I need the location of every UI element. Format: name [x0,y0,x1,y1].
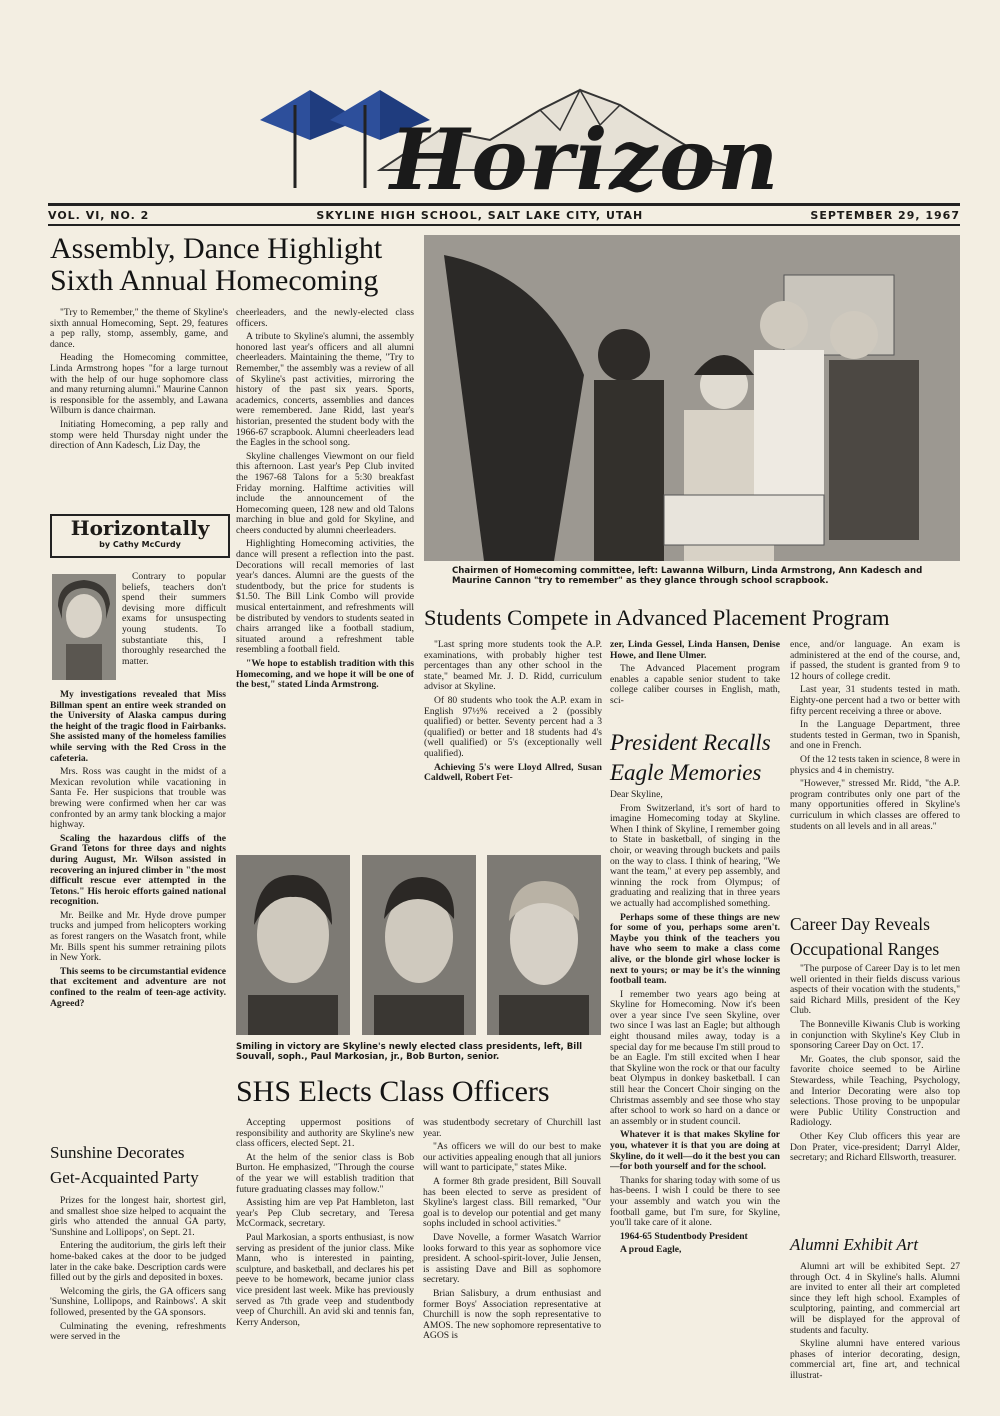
officers-column-2 [423,1118,601,1408]
issue-date: SEPTEMBER 29, 1967 [810,208,960,222]
paragraph: Heading the Homecoming committee, Linda Armstrong hopes "for a large turnout with the help of our huge sophomore class and many returning alumni." Maurine Cannon is responsible for the assembly, and Lawana Wilburn is dance chairman. [50,352,228,417]
paragraph: ence, and/or language. An exam is administered at the end of the course, and, if passed, the student is granted from 9 to 12 hours of college credit. [790,640,960,682]
eagle-headline-line1: President Recalls [610,730,771,755]
paragraph: "Last spring more students took the A.P. examinations, with probably higher test percentages than any other school in the state," beamed Mr. J. D. Ridd, curriculum advisor at Skyline. [424,640,602,693]
horizontally-byline: by Cathy McCurdy [99,540,181,549]
paragraph: Last year, 31 students tested in math. Eighty-one percent had a two or better with fifty percent receiving a three or above. [790,684,960,717]
career-headline-line2: Occupational Ranges [790,939,940,959]
paragraph: Entering the auditorium, the girls left their home-baked cakes at the door to be judged later in the cake bake. Description cards were filled out by the girls and deposited in boxes. [50,1240,226,1284]
homecoming-column-1 [50,308,228,504]
president-photo-burton [487,855,601,1035]
masthead [240,70,781,209]
officers-column-1 [236,1118,414,1408]
paragraph: "The purpose of Career Day is to let men well oriented in their fields discuss various aspects of their vocation with the students," said Richard Mills, president of the Key Club. [790,964,960,1017]
horizontally-title-box [50,514,230,558]
paragraph: Thanks for sharing today with some of us has-beens. I wish I could be there to see your assembly and watch you win the football game, but I'm sure, for Skyline, you'll take care of it alone. [610,1174,780,1229]
paragraph: The Bonneville Kiwanis Club is working in conjunction with Skyline's Key Club in sponsoring Career Day on Oct. 17. [790,1018,960,1052]
paragraph: "However," stressed Mr. Ridd, "the A.P. program contributes only one part of the many opportunities offered in Skyline's curriculum in which classes are offered to students on all levels and in all areas." [790,778,960,832]
sunshine-headline-line1: Sunshine Decorates [50,1143,185,1162]
portrait-silhouette-icon [52,574,116,680]
career-headline [790,912,962,962]
horizontally-intro [122,572,226,684]
paragraph: Highlighting Homecoming activities, the dance will present a reflection into the past. Decorations will recall memories of last year's dances. Alumni are the guests of the studentbody, but the price for students is $1.50. The Bill Link Combo will provide musical entertainment, and refreshments will be distributed by vendors to students seated in chairs arranged like a football stadium, situated around a refreshment table resembling a football field. [236,538,414,656]
paragraph: From Switzerland, it's sort of hard to imagine Homecoming today at Skyline. When I think of Skyline, I remember going to State in basketball, of singing in the choir, or weaving through buckets and pails on the way to class. I think of hearing, "We want the team," at every pep assembly, and winning the rock from Olympus; of graduating and realizing that in three years we actually had accomplished something. [610,802,780,909]
eagle-headline-line2: Eagle Memories [610,760,762,785]
alumni-headline: Alumni Exhibit Art [790,1235,919,1254]
paragraph: A former 8th grade president, Bill Souvall has been elected to serve as president of Skyline's largest class. Bill remarked, "Our goal is to develop our potential and get many sophs included in school activities." [423,1175,601,1230]
paragraph: zer, Linda Gessel, Linda Hansen, Denise Howe, and Ilene Ulmer. [610,640,780,661]
paragraph: Mrs. Ross was caught in the midst of a Mexican revolution while vacationing in Santa Fe. Her suspicions that trouble was brewing were confirmed when her car was confronted by an army tank blocking a major highway. [50,766,226,831]
paragraph: In the Language Department, three students tested in German, two in Spanish, and one in French. [790,719,960,752]
portrait-silhouette-icon [487,855,601,1035]
paragraph: Culminating the evening, refreshments were served in the [50,1320,226,1343]
paragraph: A tribute to Skyline's alumni, the assembly honored last year's officers and all alumni cheerleaders. Maintaining the theme, "Try to Remember," the assembly was a review of all of Skyline's past activities, mirroring the history of the past six years. Sports, academics, concerts, assemblies and dances were remembered. Jane Ridd, last year's historian, presented the student body with the 1966-67 scrapbook. Alumni cheerleaders lead the Eagles in the school song. [236,331,414,449]
presidents-caption: Smiling in victory are Skyline's newly elected class presidents, left, Bill Souvall, soph., Paul Markosian, jr., Bob Burton, senior. [236,1042,583,1062]
paragraph: Skyline alumni have entered various phases of interior decorating, design, commercial art, fine art, and technical illustrat- [790,1338,960,1381]
sunshine-headline [50,1140,230,1190]
paragraph: was studentbody secretary of Churchill last year. [423,1118,601,1139]
paragraph: At the helm of the senior class is Bob Burton. He emphasized, "Through the course of the year we will establish tradition that future graduating classes may follow." [236,1151,414,1195]
sunshine-headline-line2: Get-Acquainted Party [50,1168,199,1187]
career-body [790,964,960,1226]
school-location: SKYLINE HIGH SCHOOL, SALT LAKE CITY, UTAH [316,208,644,222]
ap-headline: Students Compete in Advanced Placement Program [424,605,890,630]
alumni-body [790,1262,960,1408]
columnist-portrait [52,574,116,680]
paragraph: The Advanced Placement program enables a capable senior student to take college caliber courses in English, math, sci- [610,663,780,706]
paragraph: This seems to be circumstantial evidence that excitement and adventure are not confined to the realm of teen-age activity. Agreed? [50,965,226,1009]
homecoming-headline-line2: Sixth Annual Homecoming [50,263,379,297]
ap-column-2 [610,640,780,720]
paragraph: Of 80 students who took the A.P. exam in English 97½% received a 2 (possibly qualified) or better. Seventy percent had a 3 (qualified) or better and 18 students had 4's (well qualified) or 5's (exceptionally well qualified). [424,694,602,759]
masthead-title: Horizon [390,110,781,209]
ap-column-1 [424,640,602,820]
homecoming-headline [50,233,415,296]
portrait-silhouette-icon [362,855,476,1035]
volume-number: VOL. VI, NO. 2 [48,208,150,222]
eagle-headline [610,728,780,788]
president-photo-souvall [236,855,350,1035]
paragraph: Assisting him are vep Pat Hambleton, last year's Pep Club secretary, and Teresa McCormack, secretary. [236,1197,414,1230]
president-photo-markosian [362,855,476,1035]
paragraph: Welcoming the girls, the GA officers sang 'Sunshine, Lollipops, and Rainbows'. A skit followed, presented by the GA sponsors. [50,1285,226,1318]
paragraph: I remember two years ago being at Skyline for Homecoming. Now it's been over a year since I've seen Skyline, over two since I was last an Eagle; but although eight thousand miles away, today is a special day for me because I'm still proud to be an Eagle. I'm still excited when I hear that Skyline won the rock or that our faculty beat Olympus in donkey basketball. I can still hear the Concert Choir singing on the Christmas assembly and see those who stay after school to work so hard on a dance or an assembly or in student council. [610,988,780,1127]
homecoming-headline-line1: Assembly, Dance Highlight [50,232,383,265]
paragraph: Dear Skyline, [610,790,663,800]
paragraph: My investigations revealed that Miss Billman spent an entire week stranded on the University of Alaska campus during the height of the tragic flood in Fairbanks. She assisted many of the homeless families while serving with the Red Cross in the cafeteria. [50,690,226,764]
paragraph: Brian Salisbury, a drum enthusiast and former Boys' Association representative at Churchill is now the soph representative to AMOS. The new sophomore representative to AGOS is [423,1287,601,1342]
paragraph: Of the 12 tests taken in science, 8 were in physics and 4 in chemistry. [790,753,960,776]
homecoming-photo-caption: Chairmen of Homecoming committee, left: Lawanna Wilburn, Linda Armstrong, Ann Kadesch and Maurine Cannon "try to remember" as they glance through school scrapbook. [452,566,923,586]
horizontally-body [50,690,226,1110]
paragraph: Contrary to popular beliefs, teachers don't spend their summers devising more difficult exams for unsuspecting young students. To substantiate this, I thoroughly researched the matter. [122,572,226,667]
ap-column-3 [790,640,960,890]
paragraph: Other Key Club officers this year are Don Prater, vice-president; Darryl Alder, secretary; and Richard Ellsworth, treasurer. [790,1130,960,1164]
paragraph: Whatever it is that makes Skyline for you, whatever it is that you are doing at Skyline, do it well—do it the best you can—for both yourself and for the school. [610,1129,780,1173]
dateline-bar [48,203,960,226]
paragraph: cheerleaders, and the newly-elected class officers. [236,308,414,329]
paragraph: 1964-65 Studentbody President [620,1230,748,1242]
paragraph: A proud Eagle, [620,1244,682,1256]
eagle-letter [610,790,780,1402]
paragraph: Achieving 5's were Lloyd Allred, Susan Caldwell, Robert Fet- [424,761,602,784]
paragraph: Alumni art will be exhibited Sept. 27 through Oct. 4 in Skyline's halls. Alumni are invited to enter all their art completed since they left high school. Examples of sculptoring, painting, and commercial art will be displayed for the approval of students and faculty. [790,1262,960,1336]
paragraph: Paul Markosian, a sports enthusiast, is now serving as president of the junior class. Mike Mann, who is interested in painting, sculpture, and basketball, and declares his pet peeve to be homework, became junior class vice president last week. Mike has previously served as 7th grade veep and studentbody veep of Churchill. An avid ski and tennis fan, Kerry Anderson, [236,1231,414,1328]
homecoming-committee-photo [424,235,960,561]
paragraph: Perhaps some of these things are new for some of you, perhaps some aren't. Maybe you think of the teachers you have who seem to make a class come alive, or the blonde girl whose locker is next to yours; or may be it's the winning football team. [610,911,780,987]
paragraph: Scaling the hazardous cliffs of the Grand Tetons for three days and nights during August, Mr. Wilson assisted in recovering an injured climber in "the most difficult rescue ever attempted in the Tetons." His heroic efforts gained national recognition. [50,832,226,908]
paragraph: Accepting uppermost positions of responsibility and authority are Skyline's new class officers, elected Sept. 21. [236,1118,414,1150]
paragraph: Initiating Homecoming, a pep rally and stomp were held Thursday night under the direction of Ann Kadesch, Liz Day, the [50,418,228,452]
paragraph: "As officers we will do our best to make our activities appealing enough that all juniors will want to participate," states Mike. [423,1141,601,1174]
paragraph: Mr. Beilke and Mr. Hyde drove pumper trucks and jumped from helicopters working as forest rangers on the Wasatch front, while Mr. Bills spent his summer retraining pilots in New York. [50,909,226,964]
paragraph: Dave Novelle, a former Wasatch Warrior looks forward to this year as sophomore vice president. A school-spirit-lover, Julie Jensen, is assisting Dave and Bill as sophomore secretary. [423,1231,601,1286]
homecoming-column-2 [236,308,414,848]
paragraph: "We hope to establish tradition with this Homecoming, and we hope it will be one of the best," stated Linda Armstrong. [236,658,414,691]
horizontally-title: Horizontally [70,516,210,540]
photo-scene-icon [424,235,960,561]
paragraph: Skyline challenges Viewmont on our field this afternoon. Last year's Pep Club invited the 1967-68 Talons for a 5:30 breakfast Friday morning. Halftime activities will include the announcement of the Homecoming queen, 128 new and old Talons marching in blue and gold for Skyline, and cheers conducted by alumni cheerleaders. [236,450,414,536]
career-headline-line1: Career Day Reveals [790,914,930,934]
paragraph: Mr. Goates, the club sponsor, said the favorite choice seemed to be Airline Stewardess, while Teaching, Psychology, and Interior Decorating were also top selections. Those proving to be unpopular were Public Utility Construction and Radiology. [790,1053,960,1129]
sunshine-body [50,1196,226,1408]
paragraph: Prizes for the longest hair, shortest girl, and smallest shoe size helped to acquaint the girls who attended the annual GA party, 'Sunshine and Lollipops', on Sept. 21. [50,1196,226,1238]
officers-headline: SHS Elects Class Officers [236,1075,550,1108]
paragraph: "Try to Remember," the theme of Skyline's sixth annual Homecoming, Sept. 29, features a pep rally, stomp, assembly, game, and dance. [50,308,228,350]
portrait-silhouette-icon [236,855,350,1035]
